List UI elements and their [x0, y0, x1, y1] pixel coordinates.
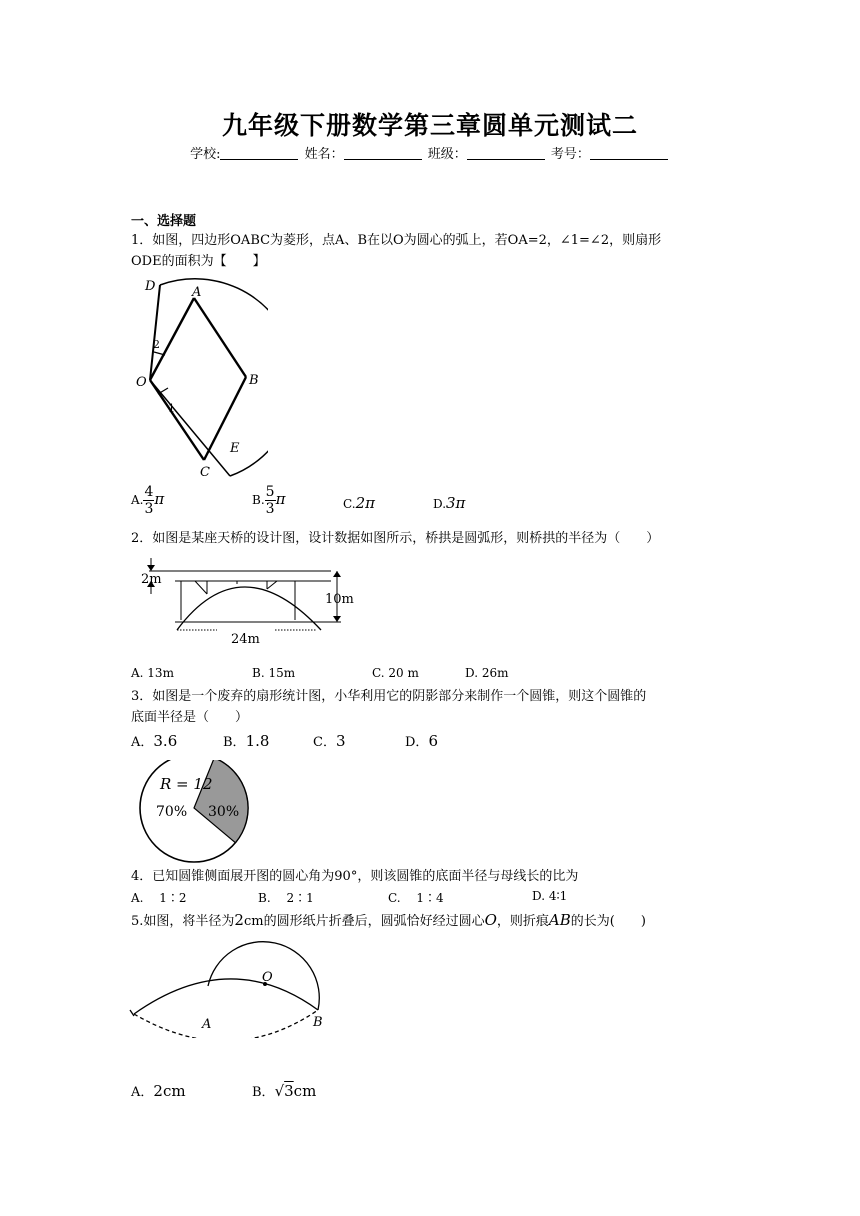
label-d: D [145, 279, 156, 294]
label-a: A [202, 1017, 212, 1032]
question-1-line2: ODE的面积为【 】 [131, 254, 266, 269]
question-5-option-b: B．√3cm [252, 1082, 317, 1100]
name-blank [344, 146, 422, 160]
question-2: 2．如图是某座天桥的设计图，设计数据如图所示，桥拱是圆弧形，则桥拱的半径为（ ） [131, 531, 660, 546]
label-radius: R = 12 [160, 775, 213, 793]
question-1 [131, 230, 731, 272]
number-label: 考号： [550, 147, 590, 162]
question-3-line1: 3．如图是一个废弃的扇形统计图，小华利用它的阴影部分来制作一个圆锥，则这个圆锥的 [131, 689, 647, 704]
student-info-line [0, 143, 860, 162]
question-3-option-b: B．1.8 [223, 732, 270, 750]
label-o: O [136, 375, 147, 390]
bridge-arch [177, 587, 321, 630]
label-24m: 24m [231, 632, 260, 647]
question-1-option-b: B. $\frac{5}{3}$ π [252, 484, 286, 517]
section-heading: 一、选择题 [131, 214, 197, 229]
question-3-option-a: A．3.6 [131, 732, 178, 750]
label-a: A [192, 285, 202, 300]
question-1-option-d: D.3π [433, 494, 466, 512]
question-2-option-a: A. 13m [131, 666, 174, 680]
label-30-percent: 30% [208, 804, 240, 820]
question-3-line2: 底面半径是（ ） [131, 710, 249, 725]
label-o: O [262, 970, 273, 985]
question-1-line1: 1．如图，四边形OABC为菱形，点A、B在以O为圆心的弧上，若OA=2，∠1=∠2，则扇形 [131, 233, 662, 248]
folded-arc [134, 979, 318, 1014]
question-4-option-b: B. 2∶1 [258, 891, 314, 905]
question-5-figure [126, 938, 336, 1038]
label-70-percent: 70% [156, 804, 188, 820]
label-b: B [313, 1015, 323, 1030]
question-3-option-d: D．6 [405, 732, 438, 750]
question-4-option-d: D. 4∶1 [532, 889, 568, 903]
label-e: E [230, 441, 240, 456]
question-2-option-b: B. 15m [252, 666, 296, 680]
school-label: 学校: [190, 147, 221, 162]
label-10m: 10m [325, 592, 354, 607]
class-label: 班级： [427, 147, 467, 162]
segment-bc [204, 377, 246, 460]
question-3-option-c: C．3 [313, 732, 346, 750]
question-1-figure [128, 274, 268, 484]
number-blank [590, 146, 668, 160]
school-blank [220, 146, 298, 160]
fold-dashed-arc [134, 1010, 318, 1038]
label-angle-1: 1 [168, 402, 175, 415]
question-3-pie-figure [138, 760, 253, 865]
question-2-option-c: C. 20 m [372, 666, 419, 680]
label-2m: 2m [141, 572, 162, 587]
name-label: 姓名： [304, 147, 344, 162]
label-c: C [200, 465, 210, 480]
segment-ab [194, 298, 246, 377]
question-5-option-a: A．2cm [131, 1082, 186, 1100]
question-1-option-c: C.2π [343, 494, 375, 512]
question-1-option-a: A. $\frac{4}{3}$ π [131, 484, 165, 517]
segment-oe [150, 380, 230, 476]
page-title: 九年级下册数学第三章圆单元测试二 [221, 111, 638, 140]
question-2-figure [135, 548, 365, 650]
question-4: 4．已知圆锥侧面展开图的圆心角为90°，则该圆锥的底面半径与母线长的比为 [131, 869, 579, 884]
question-5: 5.如图，将半径为2cm的圆形纸片折叠后，圆弧恰好经过圆心O，则折痕AB的长为( ) [131, 911, 646, 929]
label-angle-2: 2 [153, 338, 160, 351]
segment-oc [150, 380, 204, 460]
class-blank [467, 146, 545, 160]
label-b: B [249, 373, 259, 388]
question-4-option-c: C. 1∶4 [388, 891, 444, 905]
question-2-option-d: D. 26m [465, 666, 509, 680]
question-4-option-a: A. 1∶2 [131, 891, 187, 905]
question-3 [131, 686, 731, 728]
